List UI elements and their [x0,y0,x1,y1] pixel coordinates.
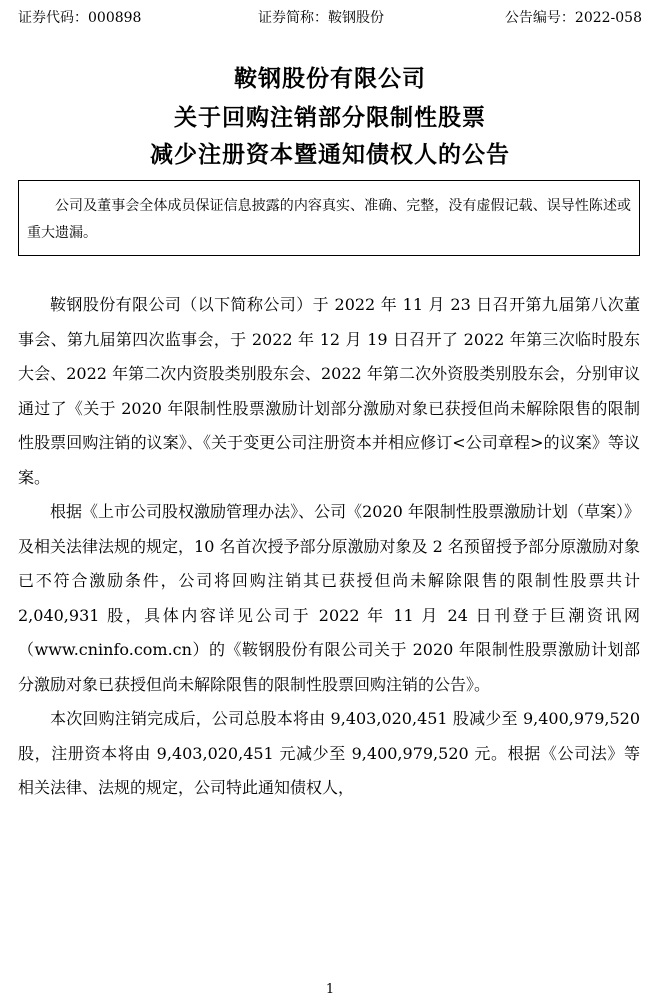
title-subject: 关于回购注销部分限制性股票 [174,105,486,131]
body-paragraph: 本次回购注销完成后，公司总股本将由 9,403,020,451 股减少至 9,400,979,520 股，注册资本将由 9,403,020,451 元减少至 9,400,979,520 元。根据《公司法》等相关法律、法规的规定，公司特此通知债权人， [18,709,640,797]
title-subject-cont: 减少注册资本暨通知债权人的公告 [150,142,510,168]
document-body [18,288,640,806]
stock-name: 证券简称：鞍钢股份 [258,10,384,26]
notice-number: 公告编号：2022-058 [504,10,642,26]
page-number: 1 [325,982,335,997]
disclosure-notice-box: 公司及董事会全体成员保证信息披露的内容真实、准确、完整，没有虚假记载、误导性陈述或重大遗漏。 [18,180,640,256]
body-paragraph: 根据《上市公司股权激励管理办法》、公司《2020 年限制性股票激励计划（草案）》及相关法律法规的规定，10 名首次授予部分原激励对象及 2 名预留授予部分原激励对象已不符合激励条件，公司将回购注销其已获授但尚未解除限售的限制性股票共计 2,040,931 股，具体内容详见公司于 2022 年 11 月 24 日刊登于巨潮资讯网（www.cninfo.com.cn）的《鞍钢股份有限公司关于 2020 年限制性股票激励计划部分激励对象已获授但尚未解除限售的限制性股票回购注销的公告》。 [18,502,640,694]
body-paragraph: 鞍钢股份有限公司（以下简称公司）于 2022 年 11 月 23 日召开第九届第八次董事会、第九届第四次监事会，于 2022 年 12 月 19 日召开了 2022 年第三次临时股东大会、2022 年第二次内资股类别股东会、2022 年第二次外资股类别股东会，分别审议通过了《关于 2020 年限制性股票激励计划部分激励对象已获授但尚未解除限售的限制性股票回购注销的议案》、《关于变更公司注册资本并相应修订<公司章程>的议案》等议案。 [18,295,640,487]
title-company: 鞍钢股份有限公司 [234,66,426,92]
stock-code: 证券代码：000898 [18,10,142,26]
document-header [18,8,642,28]
